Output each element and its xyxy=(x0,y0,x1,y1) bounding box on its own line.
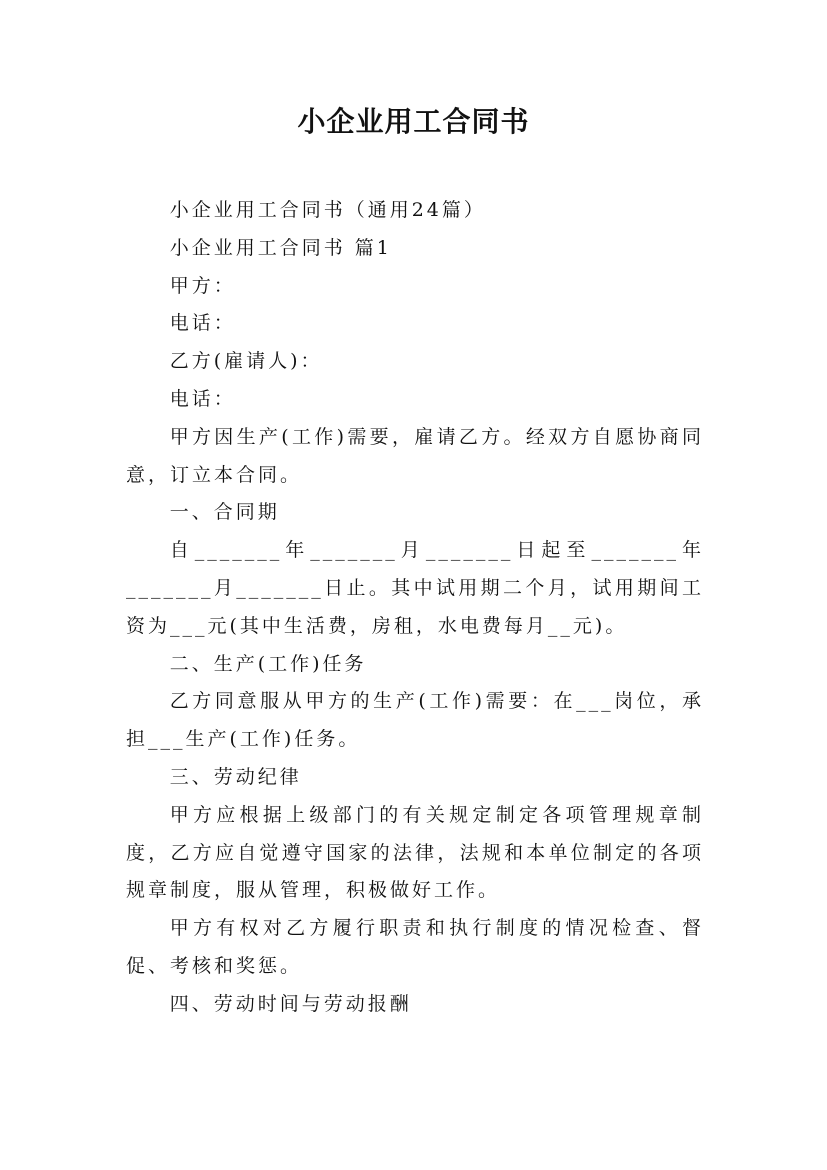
paragraph-party-a: 甲方： xyxy=(169,274,236,297)
document-body xyxy=(126,192,704,1024)
paragraph-collection-title: 小企业用工合同书（通用24篇） xyxy=(169,199,486,221)
paragraph-work-tasks: 乙方同意服从甲方的生产(工作)需要：在___岗位，承担___生产(工作)任务。 xyxy=(126,690,704,751)
paragraph-labor-discipline: 甲方应根据上级部门的有关规定制定各项管理规章制度，乙方应自觉遵守国家的法律，法规和本单位制定的各项规章制度，服从管理，积极做好工作。 xyxy=(126,803,704,902)
paragraph-party-b: 乙方(雇请人)： xyxy=(169,350,323,373)
paragraph-preamble: 甲方因生产(工作)需要，雇请乙方。经双方自愿协商同意，订立本合同。 xyxy=(126,425,704,486)
paragraph-party-a-phone: 电话： xyxy=(169,312,236,335)
document-title: 小企业用工合同书 xyxy=(297,105,530,138)
paragraph-contract-term: 自_______年_______月_______日起至_______年_______月_______日止。其中试用期二个月，试用期间工资为___元(其中生活费，房租，水电费每月__元)。 xyxy=(126,539,704,637)
paragraph-inspection-rights: 甲方有权对乙方履行职责和执行制度的情况检查、督促、考核和奖惩。 xyxy=(126,917,704,977)
paragraph-chapter-heading: 小企业用工合同书 篇1 xyxy=(169,236,392,259)
section-heading-hours-and-pay: 四、劳动时间与劳动报酬 xyxy=(169,992,412,1015)
section-heading-contract-term: 一、合同期 xyxy=(169,501,280,524)
paragraph-party-b-phone: 电话： xyxy=(169,387,236,410)
section-heading-work-tasks: 二、生产(工作)任务 xyxy=(169,652,367,675)
section-heading-labor-discipline: 三、劳动纪律 xyxy=(169,765,302,788)
